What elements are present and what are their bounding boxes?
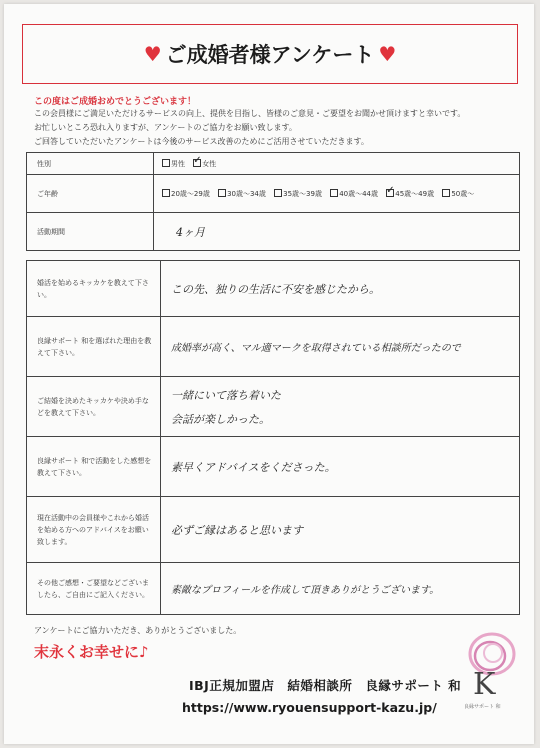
option-label: 男性 — [171, 159, 185, 168]
logo-text: 良縁サポート 和 — [464, 704, 501, 710]
age-option[interactable] — [274, 189, 322, 199]
checkbox[interactable] — [274, 189, 282, 197]
intro-headline: この度はご成婚おめでとうございます！ — [34, 97, 197, 107]
intro-line: この会員様にご満足いただけるサービスの向上、提供を目指し、皆様のご意見・ご要望をお聞かせ頂けますと幸いです。 — [34, 109, 466, 118]
title-text: ご成婚者様アンケート — [165, 43, 375, 67]
answer-cell[interactable] — [161, 437, 520, 497]
question-table — [26, 260, 520, 615]
thanks-text: アンケートにご協力いただき、ありがとうございました。 — [34, 626, 242, 635]
survey-sheet — [4, 4, 534, 744]
heart-icon: ♥ — [143, 42, 162, 66]
question-text: 良縁サポート 和を選ばれた理由を教えて下さい。 — [27, 317, 161, 377]
age-options — [154, 175, 520, 213]
gender-label: 性別 — [27, 153, 154, 175]
svg-text:K: K — [473, 667, 496, 702]
checkbox[interactable] — [162, 159, 170, 167]
question-row — [27, 261, 520, 317]
checked-checkbox[interactable] — [386, 189, 394, 197]
answer-text: 成婚率が高く、マル適マークを取得されている相談所だったので — [171, 343, 461, 354]
gender-option-male[interactable] — [162, 159, 185, 169]
intro-line: お忙しいところ恐れ入りますが、アンケートのご協力をお願い致します。 — [34, 123, 297, 132]
answer-text: 会話が楽しかった。 — [171, 412, 270, 426]
question-row — [27, 377, 520, 437]
option-label: 45歳～49歳 — [395, 189, 435, 198]
age-option[interactable] — [162, 189, 210, 199]
checkbox[interactable] — [218, 189, 226, 197]
question-row — [27, 563, 520, 615]
shop-url[interactable]: https://www.ryouensupport-kazu.jp/ — [182, 700, 437, 715]
shop-name: IBJ正規加盟店 結婚相談所 良縁サポート 和 — [189, 678, 462, 693]
option-label: 40歳～44歳 — [339, 189, 379, 198]
page-title — [144, 39, 397, 69]
question-row — [27, 437, 520, 497]
heart-icon: ♥ — [378, 42, 397, 66]
question-text: 良縁サポート 和で活動をした感想を教えて下さい。 — [27, 437, 161, 497]
age-option[interactable] — [386, 189, 434, 199]
intro-line: ご回答していただいたアンケートは今後のサービス改善のためにご活用させていただきます。 — [34, 137, 369, 146]
question-text: 婚活を始めるキッカケを教えて下さい。 — [27, 261, 161, 317]
option-label: 35歳～39歳 — [283, 189, 322, 198]
age-option[interactable] — [330, 189, 378, 199]
answer-text: 一緒にいて落ち着いた — [171, 388, 281, 402]
gender-option-female[interactable] — [193, 159, 216, 169]
gender-options — [154, 153, 520, 175]
question-text: その他ご感想・ご要望などございましたら、ご自由にご記入ください。 — [27, 563, 161, 615]
question-row — [27, 497, 520, 563]
answer-text: 必ずご縁はあると思います — [171, 523, 303, 537]
brand-logo — [456, 626, 528, 712]
wish-text: 末永くお幸せに♪ — [34, 643, 149, 661]
checked-checkbox[interactable] — [193, 159, 201, 167]
age-option[interactable] — [218, 189, 266, 199]
age-label: ご年齢 — [27, 175, 154, 213]
period-label: 活動期間 — [27, 213, 154, 251]
option-label: 50歳～ — [451, 189, 475, 198]
checkbox[interactable] — [442, 189, 450, 197]
answer-text: 素早くアドバイスをくださった。 — [171, 460, 336, 474]
option-label: 30歳～34歳 — [227, 189, 266, 198]
answer-cell[interactable] — [161, 317, 520, 377]
option-label: 20歳～29歳 — [171, 189, 210, 198]
title-frame — [22, 24, 518, 84]
answer-cell[interactable] — [161, 563, 520, 615]
answer-text: 素敵なプロフィールを作成して頂きありがとうございます。 — [171, 585, 440, 596]
answer-cell[interactable] — [161, 377, 520, 437]
checkbox[interactable] — [162, 189, 170, 197]
answer-cell[interactable] — [161, 497, 520, 563]
option-label: 女性 — [202, 159, 217, 168]
question-row — [27, 317, 520, 377]
period-answer-cell[interactable] — [154, 213, 520, 251]
period-answer: 4ヶ月 — [176, 225, 205, 239]
answer-cell[interactable] — [161, 261, 520, 317]
logo-mark-icon — [456, 626, 528, 712]
question-text: 現在活動中の会員様やこれから婚活を始める方へのアドバイスをお願い致します。 — [27, 497, 161, 563]
checkbox[interactable] — [330, 189, 338, 197]
question-text: ご結婚を決めたキッカケや決め手などを教えて下さい。 — [27, 377, 161, 437]
age-option[interactable] — [442, 189, 474, 199]
profile-table — [26, 152, 520, 251]
answer-text: この先、独りの生活に不安を感じたから。 — [171, 282, 380, 296]
